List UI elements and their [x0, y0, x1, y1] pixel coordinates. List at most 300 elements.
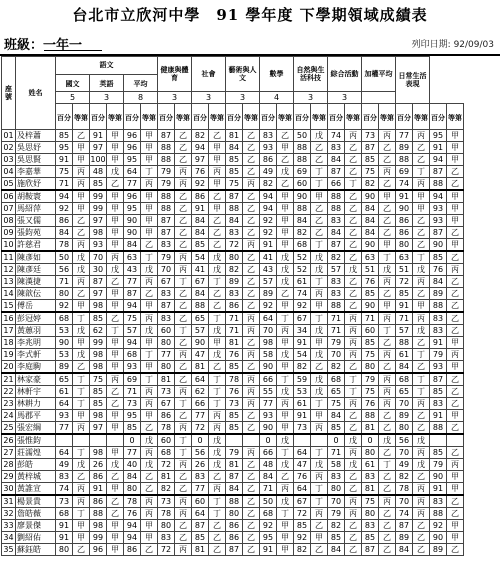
grade-cell: 戊: [311, 325, 328, 337]
grade-cell: 乙: [175, 532, 192, 544]
student-row: [2, 447, 464, 459]
score-cell: 60: [158, 434, 175, 447]
grade-cell: 乙: [209, 288, 226, 300]
score-cell: 88: [430, 178, 447, 191]
score-cell: 26: [192, 459, 209, 471]
grade-cell: 甲: [311, 532, 328, 544]
score-cell: 87: [430, 227, 447, 239]
score-cell: 72: [158, 544, 175, 556]
student-name: 及梓蕭: [16, 130, 56, 142]
score-cell: 71: [328, 325, 345, 337]
student-name: 楊景貴: [16, 495, 56, 508]
grade-cell: 戊: [73, 459, 90, 471]
score-cell: 49: [56, 459, 73, 471]
grade-cell: 乙: [209, 300, 226, 313]
score-caption: 百分: [192, 104, 209, 130]
score-cell: 87: [226, 544, 243, 556]
score-cell: 75: [362, 495, 379, 508]
grade-cell: 戊: [277, 495, 294, 508]
score-cell: 85: [362, 337, 379, 349]
grade-cell: 乙: [345, 276, 362, 288]
grade-cell: 丙: [243, 398, 260, 410]
grade-cell: 甲: [141, 190, 158, 203]
score-cell: 53: [56, 349, 73, 361]
grade-cell: 乙: [175, 520, 192, 532]
score-cell: 83: [328, 471, 345, 483]
score-cell: 0: [260, 434, 277, 447]
student-row: [2, 203, 464, 215]
score-cell: 100: [90, 154, 106, 164]
score-cell: 81: [362, 422, 379, 435]
grade-cell: 丁: [175, 447, 192, 459]
grade-cell: 乙: [73, 215, 90, 227]
grade-cell: 丙: [243, 312, 260, 325]
score-cell: 82: [294, 544, 311, 556]
grade-cell: 乙: [379, 422, 396, 435]
score-cell: 66: [192, 398, 209, 410]
score-cell: 68: [328, 373, 345, 386]
grade-cell: 乙: [379, 203, 396, 215]
grade-cell: 丙: [175, 166, 192, 178]
grade-cell: 甲: [413, 190, 430, 203]
score-cell: 88: [90, 508, 107, 520]
grade-cell: 乙: [447, 166, 464, 178]
score-cell: 60: [294, 178, 311, 191]
score-cell: 80: [362, 361, 379, 374]
grade-cell: 乙: [379, 288, 396, 300]
grade-cell: 丁: [277, 373, 294, 386]
grade-cell: 甲: [73, 532, 90, 544]
score-cell: 91: [192, 203, 209, 215]
seat-number: 25: [2, 422, 16, 435]
score-cell: 71: [124, 386, 141, 398]
grade-caption: 等第: [175, 104, 192, 130]
grade-cell: 丁: [277, 508, 294, 520]
grade-cell: [447, 434, 464, 447]
score-cell: 95: [56, 142, 73, 154]
grade-cell: 乙: [175, 130, 192, 142]
grade-cell: 乙: [243, 483, 260, 496]
grade-cell: 丙: [141, 276, 158, 288]
grade-cell: 乙: [243, 495, 260, 508]
score-cell: 40: [124, 459, 141, 471]
score-cell: 0: [328, 434, 345, 447]
score-cell: 53: [56, 325, 73, 337]
grade-cell: 乙: [413, 288, 430, 300]
grade-cell: 甲: [73, 190, 90, 203]
seat-number: 31: [3, 496, 14, 506]
score-grade-caption-row: [2, 104, 464, 130]
grade-cell: 丙: [345, 495, 362, 508]
grade-cell: 丙: [209, 410, 226, 422]
score-cell: 67: [192, 276, 209, 288]
score-caption: 百分: [158, 104, 175, 130]
score-cell: 88: [158, 190, 175, 203]
grade-cell: 乙: [379, 215, 396, 227]
score-cell: 73: [294, 422, 311, 435]
score-cell: 84: [328, 154, 345, 166]
score-cell: 67: [294, 312, 311, 325]
student-name: 黃誰宣: [16, 483, 56, 496]
grade-cell: 丁: [345, 386, 362, 398]
grade-cell: 乙: [107, 276, 124, 288]
grade-cell: 乙: [345, 288, 362, 300]
grade-cell: 丙: [447, 349, 464, 361]
grade-cell: 丙: [243, 386, 260, 398]
grade-cell: 丁: [209, 386, 226, 398]
score-cell: 81: [226, 337, 243, 349]
score-cell: 88: [294, 154, 311, 166]
score-cell: 57: [260, 276, 277, 288]
grade-cell: 乙: [141, 483, 158, 496]
grade-cell: 丙: [243, 239, 260, 252]
score-cell: 88: [328, 190, 345, 203]
grade-cell: 甲: [141, 410, 158, 422]
class-label: 班級：一年一: [4, 38, 83, 53]
score-cell: 85: [430, 447, 447, 459]
grade-cell: 乙: [243, 544, 260, 556]
score-cell: 87: [192, 520, 209, 532]
score-cell: 81: [192, 544, 209, 556]
grade-cell: 乙: [175, 337, 192, 349]
score-cell: 86: [56, 215, 73, 227]
score-cell: 83: [328, 142, 345, 154]
score-cell: 90: [56, 337, 73, 349]
grade-cell: 乙: [345, 154, 362, 166]
grade-cell: 乙: [175, 154, 192, 166]
grade-cell: 乙: [345, 471, 362, 483]
grade-caption: 等第: [73, 104, 90, 130]
student-row: [2, 239, 464, 252]
score-cell: 92: [430, 520, 447, 532]
score-cell: 83: [56, 471, 73, 483]
grade-cell: 丁: [311, 239, 328, 252]
student-row: [2, 471, 464, 483]
score-cell: 82: [362, 178, 379, 191]
score-cell: 97: [90, 142, 107, 154]
grade-cell: 丙: [345, 398, 362, 410]
grade-cell: 乙: [107, 398, 124, 410]
score-cell: 67: [294, 495, 311, 508]
score-cell: 83: [430, 495, 447, 508]
score-cell: 94: [56, 190, 73, 203]
score-cell: 71: [56, 276, 73, 288]
grade-cell: 乙: [379, 178, 396, 191]
grade-cell: 丁: [345, 178, 362, 191]
score-cell: 85: [226, 422, 243, 435]
grade-cell: 戊: [345, 434, 362, 447]
grade-cell: 甲: [447, 142, 464, 154]
seat-number: 17: [3, 325, 14, 335]
score-cell: 82: [396, 471, 413, 483]
grade-cell: 戊: [311, 130, 328, 142]
grade-cell: 乙: [243, 471, 260, 483]
grade-cell: 丙: [379, 349, 396, 361]
grade-cell: 甲: [311, 410, 328, 422]
score-cell: 84: [328, 544, 345, 556]
grade-cell: 甲: [107, 190, 124, 203]
seat-number: 10: [2, 239, 16, 252]
score-cell: 60: [362, 325, 379, 337]
score-cell: 94: [260, 203, 277, 215]
grade-cell: 丁: [413, 166, 430, 178]
score-cell: 87: [226, 190, 243, 203]
student-row: [2, 337, 464, 349]
grade-cell: 乙: [73, 361, 90, 374]
score-cell: 94: [260, 190, 277, 203]
grade-cell: 甲: [413, 203, 430, 215]
grade-cell: 丁: [311, 312, 328, 325]
score-cell: 72: [226, 239, 243, 252]
grade-cell: 乙: [447, 276, 464, 288]
student-name: 張又儒: [16, 215, 56, 227]
score-cell: 80: [56, 544, 73, 556]
score-cell: 84: [430, 276, 447, 288]
seat-number: 33: [3, 520, 14, 530]
seat-number: 18: [3, 337, 14, 347]
grade-cell: 丙: [345, 508, 362, 520]
score-cell: 96: [124, 130, 141, 142]
score-cell: 49: [260, 166, 277, 178]
grade-cell: 丙: [73, 422, 90, 435]
score-cell: 61: [56, 386, 73, 398]
score-cell: 99: [90, 532, 107, 544]
score-cell: 90: [362, 300, 379, 313]
grade-cell: 丙: [175, 459, 192, 471]
score-cell: 88: [430, 300, 447, 313]
student-row: [2, 288, 464, 300]
grade-cell: 乙: [243, 130, 260, 142]
grade-cell: 乙: [379, 520, 396, 532]
grade-cell: 丙: [175, 544, 192, 556]
score-cell: 52: [294, 251, 311, 264]
seat-number: 32: [3, 508, 14, 518]
score-cell: 85: [362, 532, 379, 544]
grade-cell: 乙: [209, 520, 226, 532]
seat-number: 04: [3, 166, 14, 176]
score-cell: 87: [226, 471, 243, 483]
score-cell: 89: [56, 361, 73, 374]
grade-cell: 甲: [311, 190, 328, 203]
score-cell: 89: [430, 288, 447, 300]
grade-cell: 戊: [413, 434, 430, 447]
score-cell: 82: [294, 227, 311, 239]
grade-cell: 乙: [175, 288, 192, 300]
score-cell: 74: [396, 508, 413, 520]
grade-cell: 甲: [447, 154, 464, 166]
student-name: 張惟鈞: [16, 434, 56, 447]
grade-cell: 乙: [413, 142, 430, 154]
student-row: [2, 483, 464, 496]
score-cell: 95: [124, 410, 141, 422]
student-name: 馬郡平: [16, 410, 56, 422]
score-cell: 77: [192, 410, 209, 422]
grade-cell: 甲: [277, 532, 294, 544]
grade-cell: 丁: [379, 459, 396, 471]
grade-cell: 乙: [413, 471, 430, 483]
score-cell: 88: [158, 203, 175, 215]
seat-number: 13: [3, 276, 14, 286]
grade-cell: 乙: [345, 203, 362, 215]
grade-cell: 乙: [277, 154, 294, 166]
grade-cell: 甲: [107, 203, 124, 215]
grade-cell: 甲: [447, 532, 464, 544]
score-cell: 87: [158, 300, 175, 313]
grade-cell: 乙: [243, 264, 260, 276]
score-cell: 90: [430, 532, 447, 544]
score-cell: 90: [430, 239, 447, 252]
grade-cell: 甲: [447, 239, 464, 252]
grade-cell: 乙: [209, 532, 226, 544]
grade-cell: 乙: [311, 215, 328, 227]
grade-cell: 乙: [209, 471, 226, 483]
score-cell: 98: [90, 349, 107, 361]
grade-cell: 戊: [209, 447, 226, 459]
grade-caption: 等第: [209, 104, 226, 130]
seat-number: 09: [3, 227, 14, 237]
grade-cell: 甲: [277, 520, 294, 532]
score-cell: 80: [362, 508, 379, 520]
score-cell: 71: [226, 312, 243, 325]
grade-cell: 甲: [141, 215, 158, 227]
grade-cell: 甲: [379, 300, 396, 313]
student-row: [2, 398, 464, 410]
grade-cell: 丙: [413, 495, 430, 508]
grade-cell: 丁: [209, 373, 226, 386]
score-cell: 86: [90, 471, 107, 483]
grade-cell: 乙: [73, 544, 90, 556]
score-cell: 84: [226, 142, 243, 154]
grade-cell: 乙: [345, 239, 362, 252]
student-row: [2, 251, 464, 264]
student-row: [2, 544, 464, 556]
grade-cell: 丙: [141, 398, 158, 410]
score-cell: 91: [396, 300, 413, 313]
grade-cell: 乙: [243, 288, 260, 300]
score-cell: 84: [56, 227, 73, 239]
grade-cell: 乙: [141, 471, 158, 483]
score-cell: 68: [56, 312, 73, 325]
score-cell: 87: [328, 239, 345, 252]
grade-cell: 丙: [413, 447, 430, 459]
score-cell: 87: [430, 373, 447, 386]
grade-cell: 甲: [107, 154, 124, 166]
score-cell: 98: [90, 227, 107, 239]
score-cell: 54: [294, 349, 311, 361]
seat-number: 15: [2, 300, 16, 313]
score-cell: 86: [90, 495, 107, 508]
seat-number: 20: [2, 361, 16, 374]
grade-cell: 甲: [447, 471, 464, 483]
score-caption: 百分: [226, 104, 243, 130]
grade-cell: 甲: [209, 337, 226, 349]
score-cell: 94: [124, 300, 141, 313]
score-cell: 84: [124, 239, 141, 252]
grade-cell: 乙: [107, 178, 124, 191]
grade-cell: 丁: [107, 325, 124, 337]
grade-cell: 丙: [107, 373, 124, 386]
grade-cell: 乙: [379, 361, 396, 374]
grade-cell: 乙: [447, 251, 464, 264]
score-cell: 61: [362, 459, 379, 471]
score-cell: 92: [56, 203, 73, 215]
score-cell: 70: [328, 495, 345, 508]
score-cell: 87: [158, 227, 175, 239]
score-cell: 76: [226, 349, 243, 361]
score-cell: 77: [192, 483, 209, 496]
grade-cell: 丁: [413, 386, 430, 398]
grade-cell: 乙: [175, 190, 192, 203]
arts-header: 藝術與人文: [226, 57, 260, 92]
grade-cell: 丙: [447, 264, 464, 276]
score-cell: 47: [192, 349, 209, 361]
score-cell: 84: [192, 227, 209, 239]
weight-cell: 4: [260, 92, 294, 104]
student-name: 吳思妤: [16, 142, 56, 154]
score-cell: 85: [294, 520, 311, 532]
seat-number: 14: [3, 288, 14, 298]
score-cell: 88: [328, 300, 345, 313]
score-cell: 65: [192, 312, 209, 325]
score-cell: 83: [158, 239, 175, 252]
grade-cell: 乙: [413, 410, 430, 422]
grade-cell: 甲: [277, 142, 294, 154]
score-cell: 92: [294, 300, 311, 313]
grade-cell: 乙: [311, 227, 328, 239]
grade-cell: 丙: [413, 130, 430, 142]
grade-cell: 丙: [311, 422, 328, 435]
grade-cell: 甲: [107, 227, 124, 239]
score-cell: 84: [362, 203, 379, 215]
score-cell: 80: [362, 447, 379, 459]
grade-cell: 乙: [209, 227, 226, 239]
score-cell: 91: [430, 410, 447, 422]
score-cell: 69: [396, 166, 413, 178]
score-cell: 65: [396, 386, 413, 398]
score-cell: 79: [158, 178, 175, 191]
grade-cell: 乙: [175, 300, 192, 313]
grade-cell: 乙: [175, 203, 192, 215]
grade-cell: 甲: [277, 300, 294, 313]
score-caption: 百分: [362, 104, 379, 130]
score-cell: [56, 434, 73, 447]
score-cell: 78: [56, 239, 73, 252]
grade-cell: 甲: [107, 544, 124, 556]
grade-cell: 丙: [73, 239, 90, 252]
grade-cell: 乙: [379, 532, 396, 544]
student-row: [2, 495, 464, 508]
grade-cell: 甲: [209, 154, 226, 166]
grade-cell: 乙: [73, 288, 90, 300]
grade-cell: 甲: [73, 154, 90, 166]
grade-cell: 乙: [345, 251, 362, 264]
score-cell: 79: [158, 251, 175, 264]
grade-cell: 丙: [311, 471, 328, 483]
score-cell: 90: [362, 239, 379, 252]
grade-cell: 戊: [209, 325, 226, 337]
grade-cell: 戊: [277, 166, 294, 178]
student-name: 陳彥廷: [16, 264, 56, 276]
grade-cell: 戊: [107, 166, 124, 178]
score-cell: 95: [124, 154, 141, 166]
score-cell: 82: [328, 251, 345, 264]
grade-cell: 乙: [379, 483, 396, 496]
score-cell: 90: [192, 337, 209, 349]
score-cell: 70: [90, 251, 107, 264]
score-cell: 88: [226, 203, 243, 215]
grade-cell: 乙: [243, 166, 260, 178]
score-cell: 64: [56, 398, 73, 410]
